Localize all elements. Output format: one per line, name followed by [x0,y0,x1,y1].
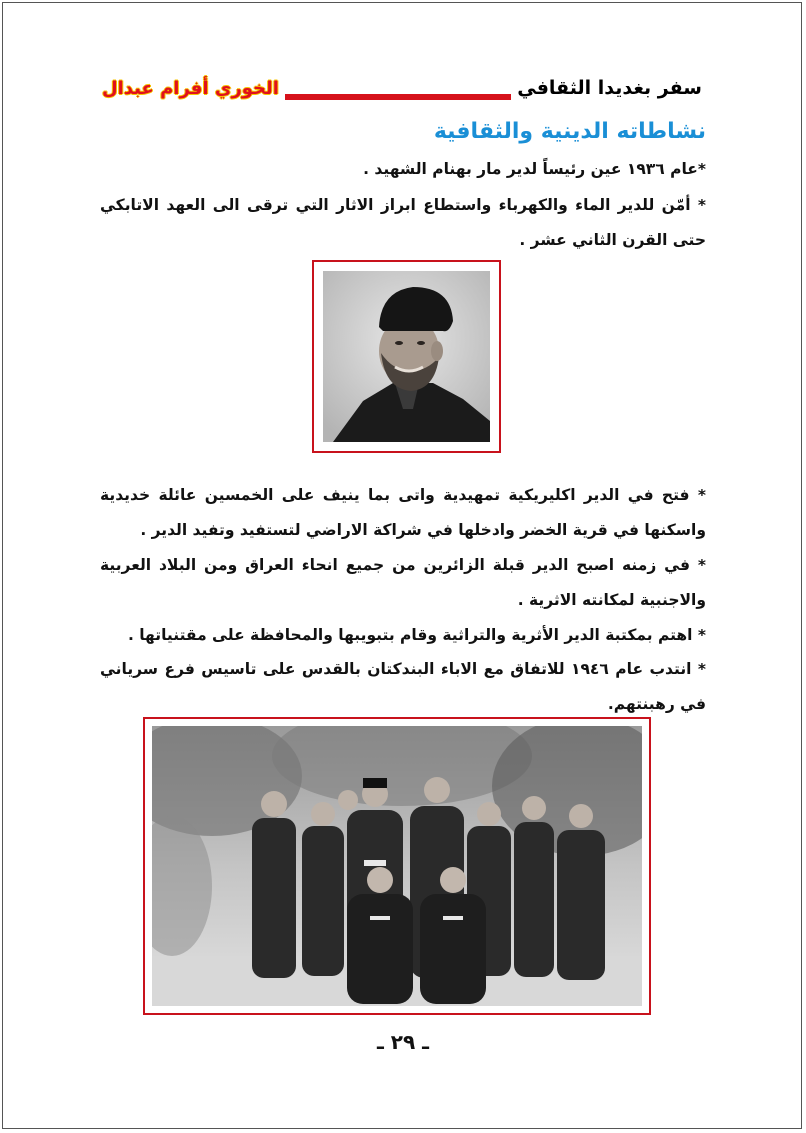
paragraph-seminary: * فتح في الدير اكليريكية تمهيدية واتى بما ينيف على الخمسين عائلة خديدية واسكنها في قرية الخضر وادخلها في شراكة الاراضي لتستفيد وتفيد الدير . [100,486,706,539]
running-book-title: سفر بغديدا الثقافي [511,76,708,100]
paragraph-appointment: *عام ١٩٣٦ عين رئيساً لدير مار بهنام الشهيد . [363,160,706,178]
section-title: نشاطاته الدينية والثقافية [433,119,706,144]
page-number: ـ ٢٩ ـ [376,1030,430,1054]
running-author-name: الخوري أفرام عبدال [96,78,285,100]
paragraph-pilgrimage: * في زمنه اصبح الدير قبلة الزائرين من جميع انحاء العراق ومن البلاد العربية والاجنبية لمكانته الاثرية . [100,556,706,609]
group-photo-drawing [152,726,642,1006]
paragraph-library: * اهتم بمكتبة الدير الأثرية والتراثية وقام بتبويبها والمحافظة على مقتنياتها . [127,626,706,644]
portrait-photo [323,271,490,442]
page-header [0,0,806,110]
group-photo [152,726,642,1006]
group-photo-frame [143,717,651,1015]
paragraph-utilities: * أمّن للدير الماء والكهرباء واستطاع ابراز الاثار التي ترقى الى العهد الاتابكي حتى القرن الثاني عشر . [100,196,706,249]
portrait-photo-drawing [323,271,490,442]
paragraph-benedictines: * انتدب عام ١٩٤٦ للاتفاق مع الاباء البندكتان بالقدس على تاسيس فرع سرياني في رهبنتهم. [100,660,706,713]
portrait-frame [312,260,501,453]
